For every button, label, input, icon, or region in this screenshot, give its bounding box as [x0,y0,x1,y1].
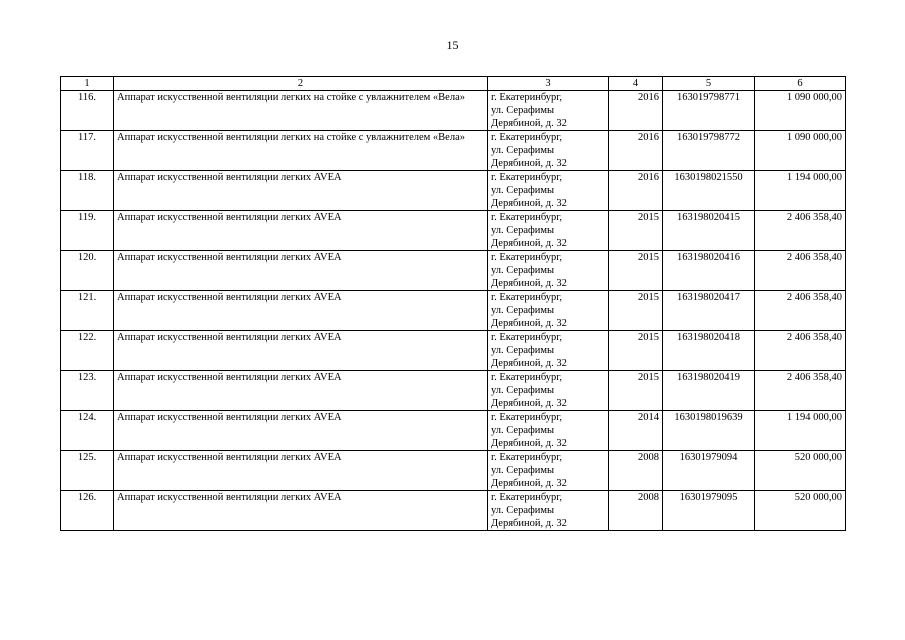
address-line-2: ул. Серафимы [491,425,555,436]
row-number: 125. [61,451,114,491]
equipment-address [488,331,609,371]
column-header-4: 4 [609,77,663,91]
address-line-2: ул. Серафимы [491,185,555,196]
row-number: 118. [61,171,114,211]
year: 2015 [609,211,663,251]
table-body [61,91,846,531]
column-header-2: 2 [114,77,488,91]
address-line-2: ул. Серафимы [491,505,555,516]
cost: 2 406 358,40 [755,331,846,371]
inventory-number: 16301979095 [663,491,755,531]
table-row [61,331,846,371]
equipment-address [488,131,609,171]
address-line-2: ул. Серафимы [491,305,555,316]
address-line-1: г. Екатеринбург, [491,412,563,423]
year: 2016 [609,91,663,131]
address-line-1: г. Екатеринбург, [491,292,563,303]
equipment-address [488,451,609,491]
cost: 1 194 000,00 [755,411,846,451]
inventory-number: 163019798771 [663,91,755,131]
address-line-3: Дерябиной, д. 32 [491,158,567,169]
column-header-3: 3 [488,77,609,91]
address-line-1: г. Екатеринбург, [491,172,563,183]
table-row [61,371,846,411]
equipment-address [488,371,609,411]
equipment-address [488,171,609,211]
header-row [61,77,846,91]
year: 2015 [609,251,663,291]
inventory-number: 1630198019639 [663,411,755,451]
address-line-2: ул. Серафимы [491,225,555,236]
address-line-3: Дерябиной, д. 32 [491,198,567,209]
equipment-address [488,291,609,331]
year: 2015 [609,291,663,331]
cost: 2 406 358,40 [755,371,846,411]
address-line-3: Дерябиной, д. 32 [491,438,567,449]
cost: 520 000,00 [755,451,846,491]
equipment-name: Аппарат искусственной вентиляции легких AVEA [114,171,488,211]
inventory-number: 16301979094 [663,451,755,491]
inventory-number: 163198020418 [663,331,755,371]
cost: 520 000,00 [755,491,846,531]
address-line-1: г. Екатеринбург, [491,252,563,263]
year: 2015 [609,331,663,371]
year: 2008 [609,451,663,491]
address-line-1: г. Екатеринбург, [491,132,563,143]
table-row [61,291,846,331]
inventory-number: 163198020415 [663,211,755,251]
equipment-name: Аппарат искусственной вентиляции легких на стойке с увлажнителем «Вела» [114,131,488,171]
address-line-2: ул. Серафимы [491,385,555,396]
equipment-name: Аппарат искусственной вентиляции легких AVEA [114,451,488,491]
cost: 1 090 000,00 [755,131,846,171]
year: 2014 [609,411,663,451]
inventory-number: 1630198021550 [663,171,755,211]
address-line-1: г. Екатеринбург, [491,492,563,503]
address-line-3: Дерябиной, д. 32 [491,118,567,129]
inventory-number: 163198020419 [663,371,755,411]
cost: 2 406 358,40 [755,291,846,331]
equipment-address [488,91,609,131]
table-row [61,451,846,491]
table-header [61,77,846,91]
year: 2008 [609,491,663,531]
address-line-2: ул. Серафимы [491,105,555,116]
equipment-name: Аппарат искусственной вентиляции легких на стойке с увлажнителем «Вела» [114,91,488,131]
table-row [61,91,846,131]
address-line-3: Дерябиной, д. 32 [491,238,567,249]
cost: 1 090 000,00 [755,91,846,131]
address-line-2: ул. Серафимы [491,465,555,476]
row-number: 121. [61,291,114,331]
address-line-2: ул. Серафимы [491,265,555,276]
table-row [61,251,846,291]
column-header-5: 5 [663,77,755,91]
cost: 2 406 358,40 [755,211,846,251]
equipment-name: Аппарат искусственной вентиляции легких AVEA [114,251,488,291]
address-line-3: Дерябиной, д. 32 [491,518,567,529]
equipment-address [488,211,609,251]
inventory-number: 163019798772 [663,131,755,171]
row-number: 124. [61,411,114,451]
row-number: 117. [61,131,114,171]
address-line-1: г. Екатеринбург, [491,212,563,223]
row-number: 116. [61,91,114,131]
equipment-name: Аппарат искусственной вентиляции легких AVEA [114,411,488,451]
year: 2015 [609,371,663,411]
column-header-1: 1 [61,77,114,91]
address-line-1: г. Екатеринбург, [491,452,563,463]
equipment-name: Аппарат искусственной вентиляции легких AVEA [114,211,488,251]
year: 2016 [609,171,663,211]
inventory-number: 163198020417 [663,291,755,331]
address-line-1: г. Екатеринбург, [491,372,563,383]
address-line-3: Дерябиной, д. 32 [491,318,567,329]
row-number: 126. [61,491,114,531]
equipment-address [488,411,609,451]
cost: 1 194 000,00 [755,171,846,211]
table-row [61,131,846,171]
equipment-address [488,251,609,291]
equipment-name: Аппарат искусственной вентиляции легких AVEA [114,291,488,331]
row-number: 119. [61,211,114,251]
address-line-2: ул. Серафимы [491,145,555,156]
equipment-table [60,76,846,531]
equipment-name: Аппарат искусственной вентиляции легких AVEA [114,491,488,531]
address-line-2: ул. Серафимы [491,345,555,356]
cost: 2 406 358,40 [755,251,846,291]
address-line-3: Дерябиной, д. 32 [491,478,567,489]
equipment-name: Аппарат искусственной вентиляции легких AVEA [114,371,488,411]
table-row [61,411,846,451]
inventory-number: 163198020416 [663,251,755,291]
row-number: 123. [61,371,114,411]
address-line-1: г. Екатеринбург, [491,332,563,343]
address-line-1: г. Екатеринбург, [491,92,563,103]
address-line-3: Дерябиной, д. 32 [491,358,567,369]
page-number: 15 [446,38,459,52]
table-row [61,211,846,251]
equipment-address [488,491,609,531]
table-row [61,171,846,211]
row-number: 122. [61,331,114,371]
row-number: 120. [61,251,114,291]
address-line-3: Дерябиной, д. 32 [491,278,567,289]
address-line-3: Дерябиной, д. 32 [491,398,567,409]
equipment-name: Аппарат искусственной вентиляции легких AVEA [114,331,488,371]
year: 2016 [609,131,663,171]
column-header-6: 6 [755,77,846,91]
table-row [61,491,846,531]
